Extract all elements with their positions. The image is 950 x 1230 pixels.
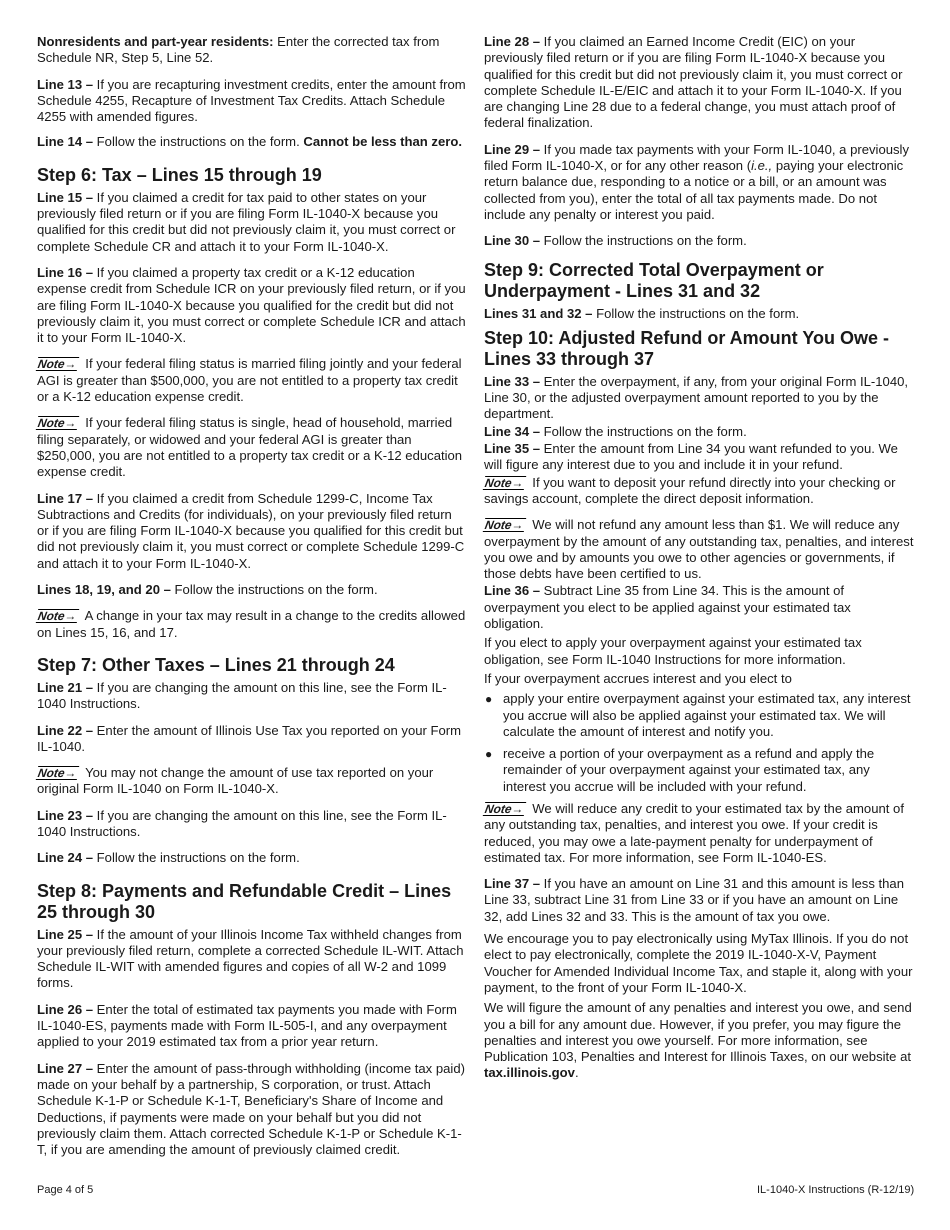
page-number: Page 4 of 5 [37, 1184, 94, 1196]
line-15-paragraph: Line 15 – If you claimed a credit for tax paid to other states on your previously filed return or if you are filing Form IL-1040-X because you qualified for this credit but did not previously claim it, you must correct or complete Schedule CR and attach it to your Form IL-1040-X. [37, 189, 456, 254]
note-icon: Note→ [36, 357, 78, 372]
note-paragraph: Note→ If you want to deposit your refund directly into your checking or savings account, complete the direct deposit information. [483, 474, 896, 506]
line-13-paragraph: Line 13 – If you are recapturing investment credits, enter the amount from Schedule 4255, Recapture of Investment Tax Credits. Attach Schedule 4255 with amended figures. [37, 76, 466, 125]
list-item: ● apply your entire overpayment against your estimated tax, any interest you accrue will also be applied against your estimated tax. We will calculate the amount of interest and notify you. [503, 691, 914, 740]
step-8-heading: Step 8: Payments and Refundable Credit – Lines 25 through 30 [37, 880, 452, 922]
line-25-paragraph: Line 25 – If the amount of your Illinois Income Tax withheld changes from your previously filed return, complete a corrected Schedule IL-WIT. Attach Schedule IL-WIT with amended figures and copies of all W-2 and 1099 forms. [37, 926, 464, 991]
note-paragraph: Note→ We will not refund any amount less than $1. We will reduce any overpayment by the amount of any outstanding tax, penalties, and interest you owe and by amounts you owe to other agencies or governments, if those debts have been certified to us. [483, 517, 914, 582]
note-paragraph: Note→ You may not change the amount of use tax reported on your original Form IL-1040 on Form IL-1040-X. [36, 765, 434, 797]
note-icon: Note→ [483, 801, 525, 816]
step-6-heading: Step 6: Tax – Lines 15 through 19 [37, 164, 322, 185]
right-column [484, 34, 914, 1092]
penalties-paragraph: We will figure the amount of any penalties and interest you owe, and send you a bill for any amount due. However, if you prefer, you may figure the penalties and interest you owe yourself. For more information, see Publication 103, Penalties and Interest for Illinois Taxes, on our website at tax.illinois.gov. [484, 1000, 912, 1081]
accrue-interest-paragraph: If your overpayment accrues interest and you elect to [484, 670, 792, 686]
line-27-paragraph: Line 27 – Enter the amount of pass-through withholding (income tax paid) made on your behalf by a partnership, S corporation, or trust. Attach Schedule K-1-P or Schedule K-1-T, Beneficiary's Share of Income and Deductions, if payments were made on your behalf but you did not previously claim them. Attach corrected Schedule K-1-P or Schedule K-1-T, if you are amending the amount of previously claimed credit. [37, 1060, 465, 1158]
lines-18-20-paragraph: Lines 18, 19, and 20 – Follow the instructions on the form. [37, 582, 378, 598]
left-column [37, 34, 467, 1168]
note-paragraph: Note→ If your federal filing status is single, head of household, married filing separately, or widowed and your federal AGI is greater than $250,000, you are not entitled to a property tax credit or a K-12 education expense credit. [36, 415, 463, 480]
interest-options-list [484, 691, 914, 795]
line-36-paragraph: Line 36 – Subtract Line 35 from Line 34. This is the amount of overpayment you elect to be applied against your estimated tax obligation. [484, 583, 851, 632]
line-30-paragraph: Line 30 – Follow the instructions on the form. [484, 233, 747, 249]
line-23-paragraph: Line 23 – If you are changing the amount on this line, see the Form IL-1040 Instructions. [37, 807, 447, 839]
form-identifier: IL-1040-X Instructions (R-12/19) [757, 1184, 915, 1196]
line-21-paragraph: Line 21 – If you are changing the amount on this line, see the Form IL-1040 Instructions. [37, 679, 447, 712]
step-10-heading: Step 10: Adjusted Refund or Amount You Owe - Lines 33 through 37 [484, 327, 890, 369]
step-9-heading: Step 9: Corrected Total Overpayment or Underpayment - Lines 31 and 32 [484, 259, 824, 301]
note-icon: Note→ [483, 518, 525, 533]
line-35-paragraph: Line 35 – Enter the amount from Line 34 you want refunded to you. We will figure any interest due to you and include it in your refund. [484, 441, 898, 473]
list-item: ● receive a portion of your overpayment as a refund and apply the remainder of your overpayment against your estimated tax, any interest you accrue will be included with your refund. [503, 746, 914, 795]
nonresidents-paragraph: Nonresidents and part-year residents: Enter the corrected tax from Schedule NR, Step 5, Line 52. [37, 34, 440, 66]
note-icon: Note→ [36, 416, 78, 431]
line-16-paragraph: Line 16 – If you claimed a property tax credit or a K-12 education expense credit from Schedule ICR on your previously filed return, or if you are filing Form IL-1040-X because you qualified for the credit but did not previously claim it, you must correct or complete Schedule ICR and attach it to your Form IL-1040-X. [37, 264, 466, 346]
line-17-paragraph: Line 17 – If you claimed a credit from Schedule 1299-C, Income Tax Subtractions and Credits (for individuals), on your previously filed return or if you are filing Form IL-1040-X because you qualified for this credit but did not previously claim it, you must correct or complete Schedule 1299-C and attach it to your Form IL-1040-X. [37, 490, 465, 571]
note-paragraph: Note→ If your federal filing status is married filing jointly and your federal AGI is greater than $500,000, you are not entitled to a property tax credit or a K-12 education expense credit. [36, 356, 462, 405]
note-icon: Note→ [36, 766, 78, 781]
line-24-paragraph: Line 24 – Follow the instructions on the form. [37, 850, 300, 866]
line-34-paragraph: Line 34 – Follow the instructions on the form. [484, 423, 747, 439]
note-icon: Note→ [36, 609, 78, 624]
line-26-paragraph: Line 26 – Enter the total of estimated tax payments you made with Form IL-1040-ES, payments made with Form IL-505-I, and any overpayment applied to your 2019 estimated tax from a prior year return. [37, 1001, 457, 1050]
step-7-heading: Step 7: Other Taxes – Lines 21 through 24 [37, 654, 395, 675]
line-37-paragraph: Line 37 – If you have an amount on Line 31 and this amount is less than Line 33, subtract Line 31 from Line 33 or if you have an amount on Line 32, add Lines 32 and 33. This is the amount of tax you owe. [484, 876, 904, 924]
line-28-paragraph: Line 28 – If you claimed an Earned Income Credit (EIC) on your previously filed return or if you are filing Form IL-1040-X because you qualified for this credit but did not previously claim it, you must correct or complete Schedule IL-E/EIC and attach it to your Form IL-1040-X. If you are changing Line 28 due to a federal change, you must attach proof of federal finalization. [484, 34, 903, 131]
note-icon: Note→ [483, 475, 525, 490]
pay-electronically-paragraph: We encourage you to pay electronically using MyTax Illinois. If you do not elect to pay electronically, complete the 2019 IL-1040-X-V, Payment Voucher for Amended Individual Income Tax, and staple it, along with your payment, to the front of your Form IL-1040-X. [484, 931, 913, 995]
lines-31-32-paragraph: Lines 31 and 32 – Follow the instructions on the form. [484, 305, 800, 321]
note-paragraph: Note→ We will reduce any credit to your estimated tax by the amount of any outstanding tax, penalties, and interest you owe. If your credit is reduced, you may owe a late-payment penalty for underpayment of estimated tax. For more information, see Form IL-1040-ES. [483, 800, 904, 865]
apply-overpayment-paragraph: If you elect to apply your overpayment against your estimated tax obligation, see Form IL-1040 Instructions for more information. [484, 635, 862, 667]
line-14-paragraph: Line 14 – Follow the instructions on the form. Cannot be less than zero. [37, 134, 462, 150]
website-link[interactable]: tax.illinois.gov [484, 1065, 575, 1081]
line-29-paragraph: Line 29 – If you made tax payments with your Form IL-1040, a previously filed Form IL-1040-X, or for any other reason (i.e., paying your electronic return balance due, responding to a notice or a bill, or an amount was collected from you), enter the total of all tax payments made. Do not include any penalty or interest you paid. [484, 141, 910, 222]
line-22-paragraph: Line 22 – Enter the amount of Illinois Use Tax you reported on your Form IL-1040. [37, 722, 462, 754]
note-paragraph: Note→ A change in your tax may result in a change to the credits allowed on Lines 15, 16, and 17. [36, 608, 466, 640]
line-33-paragraph: Line 33 – Enter the overpayment, if any, from your original Form IL-1040, Line 30, or the adjusted overpayment amount reported to you by the department. [484, 373, 909, 422]
